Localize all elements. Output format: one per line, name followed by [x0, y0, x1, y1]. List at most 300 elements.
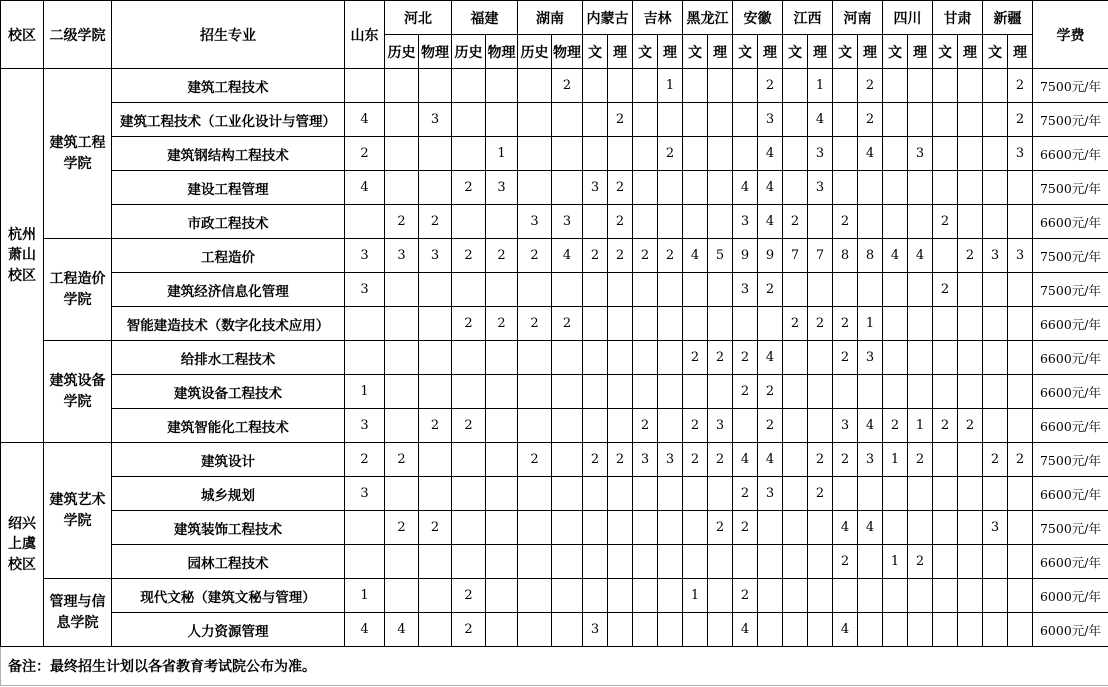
plan-count-cell: [608, 273, 633, 307]
plan-count-cell: [783, 103, 808, 137]
plan-count-cell: 2: [1008, 103, 1033, 137]
plan-count-cell: 2: [833, 341, 858, 375]
plan-count-cell: 4: [883, 239, 908, 273]
header-track: 理: [808, 35, 833, 69]
plan-count-cell: [452, 477, 486, 511]
major-cell: 建筑设计: [112, 443, 345, 477]
major-row: [1, 205, 1108, 239]
plan-count-cell: 4: [733, 613, 758, 647]
plan-count-cell: [983, 341, 1008, 375]
plan-count-cell: [608, 613, 633, 647]
plan-count-cell: [908, 205, 933, 239]
plan-count-cell: [883, 511, 908, 545]
plan-count-cell: 4: [908, 239, 933, 273]
plan-count-cell: [1008, 375, 1033, 409]
plan-count-cell: 2: [933, 409, 958, 443]
plan-count-cell: 3: [833, 409, 858, 443]
plan-count-cell: [983, 409, 1008, 443]
plan-count-cell: 2: [933, 273, 958, 307]
plan-count-cell: [683, 171, 708, 205]
plan-count-cell: [419, 307, 452, 341]
plan-count-cell: [908, 341, 933, 375]
plan-count-cell: [908, 69, 933, 103]
plan-count-cell: [958, 375, 983, 409]
plan-count-cell: [552, 613, 583, 647]
plan-count-cell: [783, 477, 808, 511]
plan-count-cell: [958, 341, 983, 375]
plan-count-cell: 2: [983, 443, 1008, 477]
plan-count-cell: [552, 511, 583, 545]
plan-count-cell: [1008, 205, 1033, 239]
plan-count-cell: [633, 511, 658, 545]
plan-count-cell: [933, 545, 958, 579]
plan-count-cell: [908, 579, 933, 613]
plan-count-cell: 3: [345, 477, 385, 511]
plan-count-cell: [633, 477, 658, 511]
major-cell: 工程造价: [112, 239, 345, 273]
plan-count-cell: [683, 375, 708, 409]
plan-count-cell: [883, 375, 908, 409]
plan-count-cell: 1: [683, 579, 708, 613]
plan-count-cell: [658, 171, 683, 205]
plan-count-cell: 8: [833, 239, 858, 273]
plan-count-cell: [708, 477, 733, 511]
plan-count-cell: [958, 307, 983, 341]
plan-count-cell: 2: [783, 307, 808, 341]
major-row: [1, 443, 1108, 477]
plan-count-cell: [933, 613, 958, 647]
plan-count-cell: 2: [808, 477, 833, 511]
plan-count-cell: [633, 205, 658, 239]
plan-count-cell: [933, 477, 958, 511]
plan-count-cell: [708, 307, 733, 341]
plan-count-cell: 4: [758, 205, 783, 239]
plan-count-cell: 2: [608, 103, 633, 137]
plan-count-cell: [808, 579, 833, 613]
plan-count-cell: 3: [345, 273, 385, 307]
plan-count-cell: 2: [452, 307, 486, 341]
plan-count-cell: [833, 579, 858, 613]
header-track: 物理: [486, 35, 518, 69]
major-cell: 建筑装饰工程技术: [112, 511, 345, 545]
campus-name: 杭州萧山校区: [8, 227, 36, 284]
plan-count-cell: 2: [385, 511, 419, 545]
plan-count-cell: 2: [419, 409, 452, 443]
plan-count-cell: [958, 579, 983, 613]
plan-count-cell: 2: [808, 307, 833, 341]
plan-count-cell: [933, 239, 958, 273]
header-track: 理: [1008, 35, 1033, 69]
plan-count-cell: 3: [1008, 137, 1033, 171]
plan-count-cell: [608, 409, 633, 443]
plan-count-cell: [683, 613, 708, 647]
plan-count-cell: 2: [733, 511, 758, 545]
plan-count-cell: [608, 511, 633, 545]
plan-count-cell: [733, 545, 758, 579]
header-province-group: 河北: [385, 1, 452, 35]
plan-count-cell: [758, 613, 783, 647]
plan-count-cell: 2: [452, 409, 486, 443]
plan-count-cell: [883, 477, 908, 511]
plan-count-cell: [518, 69, 552, 103]
plan-count-cell: [933, 69, 958, 103]
plan-count-cell: [883, 205, 908, 239]
plan-count-cell: 2: [633, 409, 658, 443]
major-cell: 城乡规划: [112, 477, 345, 511]
plan-count-cell: [833, 103, 858, 137]
header-province-group: 河南: [833, 1, 883, 35]
plan-count-cell: 2: [683, 341, 708, 375]
plan-count-cell: [552, 409, 583, 443]
plan-count-cell: 2: [708, 341, 733, 375]
plan-count-cell: [486, 443, 518, 477]
plan-count-cell: [1008, 545, 1033, 579]
header-province-group: 内蒙古: [583, 1, 633, 35]
plan-count-cell: [633, 579, 658, 613]
plan-count-cell: [983, 375, 1008, 409]
plan-count-cell: 3: [808, 171, 833, 205]
note-row: [1, 647, 1108, 686]
plan-count-cell: 3: [1008, 239, 1033, 273]
plan-count-cell: [908, 477, 933, 511]
major-cell: 建筑经济信息化管理: [112, 273, 345, 307]
plan-count-cell: [633, 273, 658, 307]
plan-count-cell: 2: [583, 443, 608, 477]
college-cell: [44, 341, 112, 443]
plan-count-cell: [983, 613, 1008, 647]
plan-count-cell: [583, 69, 608, 103]
college-cell: [44, 239, 112, 341]
plan-count-cell: 3: [518, 205, 552, 239]
plan-count-cell: [858, 171, 883, 205]
header-province-group: 新疆: [983, 1, 1033, 35]
plan-count-cell: 3: [708, 409, 733, 443]
tuition-cell: 6600元/年: [1033, 409, 1108, 443]
header-track: 历史: [452, 35, 486, 69]
plan-count-cell: 4: [385, 613, 419, 647]
plan-count-cell: 2: [833, 443, 858, 477]
plan-count-cell: [833, 477, 858, 511]
header-track: 文: [583, 35, 608, 69]
plan-count-cell: [419, 477, 452, 511]
plan-count-cell: 3: [758, 103, 783, 137]
tuition-cell: 6000元/年: [1033, 579, 1108, 613]
plan-count-cell: [708, 171, 733, 205]
plan-count-cell: [783, 545, 808, 579]
plan-count-cell: 4: [758, 341, 783, 375]
header-track: 文: [883, 35, 908, 69]
plan-count-cell: [518, 579, 552, 613]
major-cell: 现代文秘（建筑文秘与管理）: [112, 579, 345, 613]
header-campus: 校区: [1, 1, 44, 69]
plan-count-cell: [808, 273, 833, 307]
plan-count-cell: [933, 511, 958, 545]
plan-count-cell: [958, 477, 983, 511]
plan-count-cell: [858, 273, 883, 307]
plan-count-cell: [883, 103, 908, 137]
plan-count-cell: 2: [708, 511, 733, 545]
plan-count-cell: [633, 69, 658, 103]
plan-count-cell: [983, 137, 1008, 171]
plan-count-cell: 8: [858, 239, 883, 273]
plan-count-cell: 4: [733, 443, 758, 477]
plan-count-cell: 2: [419, 511, 452, 545]
plan-count-cell: 2: [933, 205, 958, 239]
plan-count-cell: 3: [385, 239, 419, 273]
plan-count-cell: [683, 137, 708, 171]
header-track: 文: [933, 35, 958, 69]
plan-count-cell: [633, 171, 658, 205]
tuition-cell: 7500元/年: [1033, 103, 1108, 137]
plan-count-cell: 2: [858, 103, 883, 137]
plan-count-cell: [983, 307, 1008, 341]
plan-count-cell: 2: [833, 545, 858, 579]
plan-count-cell: 1: [883, 443, 908, 477]
header-track: 理: [908, 35, 933, 69]
plan-count-cell: [933, 307, 958, 341]
plan-count-cell: [683, 103, 708, 137]
plan-count-cell: 2: [608, 205, 633, 239]
major-cell: 市政工程技术: [112, 205, 345, 239]
plan-count-cell: [858, 545, 883, 579]
major-cell: 建筑工程技术: [112, 69, 345, 103]
tuition-cell: 6600元/年: [1033, 477, 1108, 511]
plan-count-cell: 3: [808, 137, 833, 171]
plan-count-cell: [345, 307, 385, 341]
plan-count-cell: [486, 579, 518, 613]
plan-count-cell: [933, 341, 958, 375]
plan-count-cell: [983, 205, 1008, 239]
plan-count-cell: [486, 409, 518, 443]
college-cell: [44, 69, 112, 239]
plan-count-cell: 2: [608, 171, 633, 205]
header-track: 理: [708, 35, 733, 69]
plan-count-cell: [1008, 477, 1033, 511]
plan-count-cell: 2: [908, 545, 933, 579]
plan-count-cell: [658, 511, 683, 545]
plan-count-cell: 4: [758, 137, 783, 171]
header-track: 文: [783, 35, 808, 69]
tuition-cell: 6600元/年: [1033, 545, 1108, 579]
plan-count-cell: 1: [883, 545, 908, 579]
plan-count-cell: [908, 273, 933, 307]
plan-count-cell: 2: [758, 273, 783, 307]
plan-count-cell: 4: [552, 239, 583, 273]
plan-count-cell: [933, 375, 958, 409]
plan-count-cell: [452, 375, 486, 409]
plan-count-cell: 4: [758, 171, 783, 205]
tuition-cell: 6600元/年: [1033, 205, 1108, 239]
plan-count-cell: [452, 341, 486, 375]
plan-count-cell: 2: [833, 307, 858, 341]
plan-count-cell: [983, 171, 1008, 205]
major-row: [1, 545, 1108, 579]
plan-count-cell: [833, 171, 858, 205]
plan-count-cell: 2: [583, 239, 608, 273]
major-cell: 建筑钢结构工程技术: [112, 137, 345, 171]
plan-table-header: [1, 1, 1108, 69]
plan-count-cell: [708, 205, 733, 239]
plan-count-cell: [683, 511, 708, 545]
plan-count-cell: [733, 69, 758, 103]
plan-count-cell: [983, 545, 1008, 579]
plan-count-cell: [683, 205, 708, 239]
plan-count-cell: [452, 443, 486, 477]
plan-count-cell: [783, 511, 808, 545]
plan-count-cell: [385, 273, 419, 307]
plan-count-cell: 5: [708, 239, 733, 273]
plan-count-cell: [983, 273, 1008, 307]
plan-count-cell: [783, 579, 808, 613]
plan-count-cell: [658, 205, 683, 239]
plan-count-cell: [683, 69, 708, 103]
plan-count-cell: 9: [758, 239, 783, 273]
header-track: 文: [733, 35, 758, 69]
plan-count-cell: 2: [708, 443, 733, 477]
plan-count-cell: 9: [733, 239, 758, 273]
plan-count-cell: [808, 375, 833, 409]
header-track: 理: [858, 35, 883, 69]
plan-count-cell: [883, 307, 908, 341]
plan-count-cell: [783, 375, 808, 409]
header-province-shandong: 山东: [345, 1, 385, 69]
plan-count-cell: [385, 171, 419, 205]
header-track: 历史: [385, 35, 419, 69]
tuition-cell: 6600元/年: [1033, 307, 1108, 341]
plan-count-cell: [583, 273, 608, 307]
plan-count-cell: [385, 103, 419, 137]
plan-count-cell: [858, 375, 883, 409]
plan-count-cell: 2: [552, 307, 583, 341]
plan-count-cell: [658, 579, 683, 613]
plan-count-cell: [583, 579, 608, 613]
plan-count-cell: [633, 545, 658, 579]
plan-count-cell: 2: [958, 409, 983, 443]
header-province-group: 黑龙江: [683, 1, 733, 35]
plan-table-body: [1, 69, 1108, 686]
plan-count-cell: [608, 477, 633, 511]
plan-count-cell: 2: [783, 205, 808, 239]
plan-count-cell: [385, 477, 419, 511]
plan-count-cell: 2: [758, 375, 783, 409]
plan-count-cell: [958, 205, 983, 239]
plan-count-cell: [486, 205, 518, 239]
header-province-group: 四川: [883, 1, 933, 35]
plan-count-cell: 3: [345, 239, 385, 273]
plan-count-cell: [908, 171, 933, 205]
plan-count-cell: [385, 307, 419, 341]
header-college: 二级学院: [44, 1, 112, 69]
plan-count-cell: [486, 103, 518, 137]
plan-count-cell: [808, 341, 833, 375]
plan-count-cell: [452, 137, 486, 171]
plan-count-cell: [908, 375, 933, 409]
plan-count-cell: [583, 103, 608, 137]
major-row: [1, 239, 1108, 273]
header-province-group: 湖南: [518, 1, 583, 35]
plan-count-cell: [583, 409, 608, 443]
header-province-group: 吉林: [633, 1, 683, 35]
plan-count-cell: 4: [733, 171, 758, 205]
plan-count-cell: [883, 171, 908, 205]
plan-count-cell: 1: [808, 69, 833, 103]
plan-count-cell: 1: [486, 137, 518, 171]
plan-count-cell: 1: [345, 375, 385, 409]
plan-count-cell: [658, 545, 683, 579]
plan-count-cell: [983, 103, 1008, 137]
plan-count-cell: [858, 477, 883, 511]
plan-count-cell: [452, 69, 486, 103]
header-province-group: 福建: [452, 1, 518, 35]
plan-count-cell: [708, 545, 733, 579]
plan-count-cell: 2: [452, 171, 486, 205]
plan-count-cell: 4: [758, 443, 783, 477]
major-row: [1, 409, 1108, 443]
plan-count-cell: [419, 273, 452, 307]
plan-count-cell: [683, 307, 708, 341]
plan-count-cell: [552, 137, 583, 171]
plan-count-cell: [518, 273, 552, 307]
plan-count-cell: 2: [608, 443, 633, 477]
major-row: [1, 613, 1108, 647]
plan-count-cell: [518, 409, 552, 443]
major-cell: 建筑设备工程技术: [112, 375, 345, 409]
plan-count-cell: [385, 69, 419, 103]
tuition-cell: 7500元/年: [1033, 443, 1108, 477]
plan-count-cell: [518, 375, 552, 409]
header-province-group: 江西: [783, 1, 833, 35]
plan-count-cell: [883, 137, 908, 171]
plan-count-cell: [658, 103, 683, 137]
header-track: 理: [958, 35, 983, 69]
plan-count-cell: [385, 579, 419, 613]
plan-count-cell: [608, 69, 633, 103]
plan-count-cell: [518, 103, 552, 137]
plan-count-cell: 2: [385, 205, 419, 239]
plan-count-cell: [419, 545, 452, 579]
plan-count-cell: [1008, 511, 1033, 545]
college-name: 建筑工程学院: [49, 135, 106, 172]
plan-count-cell: [733, 409, 758, 443]
college-cell: [44, 443, 112, 579]
plan-count-cell: 1: [908, 409, 933, 443]
plan-count-cell: [708, 273, 733, 307]
plan-count-cell: 4: [345, 171, 385, 205]
plan-count-cell: [486, 341, 518, 375]
plan-count-cell: 3: [858, 341, 883, 375]
plan-count-cell: [452, 545, 486, 579]
plan-count-cell: 2: [518, 239, 552, 273]
plan-count-cell: 4: [683, 239, 708, 273]
plan-count-cell: [608, 375, 633, 409]
college-cell: [44, 579, 112, 647]
plan-count-cell: [783, 443, 808, 477]
plan-count-cell: 2: [733, 579, 758, 613]
header-track: 理: [608, 35, 633, 69]
major-cell: 建设工程管理: [112, 171, 345, 205]
plan-count-cell: [958, 511, 983, 545]
plan-count-cell: [1008, 273, 1033, 307]
plan-count-cell: [583, 375, 608, 409]
plan-count-cell: [1008, 171, 1033, 205]
plan-count-cell: [658, 613, 683, 647]
plan-count-cell: [783, 613, 808, 647]
tuition-cell: 6000元/年: [1033, 613, 1108, 647]
plan-count-cell: [708, 375, 733, 409]
plan-count-cell: [958, 443, 983, 477]
plan-count-cell: [486, 545, 518, 579]
plan-count-cell: 3: [983, 511, 1008, 545]
